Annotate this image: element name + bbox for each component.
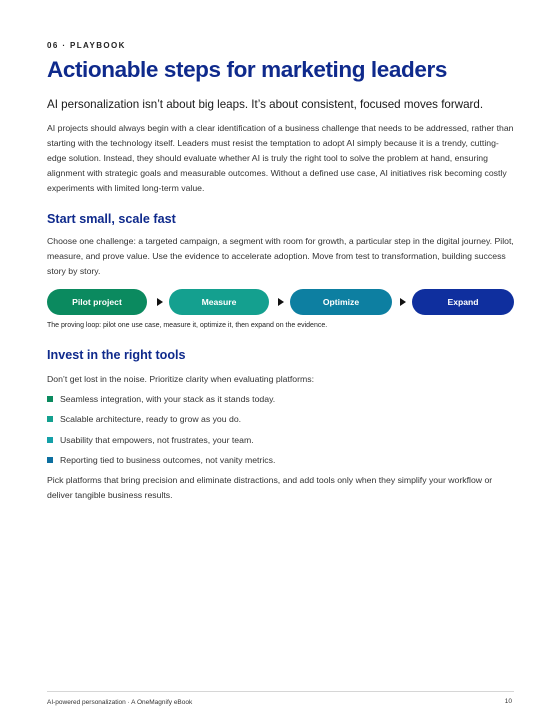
bullet-text: Scalable architecture, ready to grow as you do. [60,414,242,425]
bullet-text: Seamless integration, with your stack as it stands today. [60,394,276,404]
start-small-paragraph: Choose one challenge: a targeted campaign, a segment with room for growth, a particular step in the digital journey. Pilot, measure, and prove value. Use the evidence to accelerate adoption. Move from test to transformation, building success story by story. [47,236,514,276]
process-flow [47,289,514,315]
section-eyebrow: 06 · PLAYBOOK [47,41,126,50]
arrow-right-icon [278,298,284,306]
heading-invest-tools: Invest in the right tools [47,348,186,362]
bullet-text: Usability that empowers, not frustrates, your team. [60,434,254,445]
bullet-square-icon [47,416,53,422]
flow-caption: The proving loop: pilot one use case, measure it, optimize it, then expand on the evidence. [47,322,328,329]
step-pilot-project: Pilot project [47,289,147,315]
bullet-square-icon [47,437,53,443]
list-item [47,413,514,433]
list-item [47,393,514,413]
intro-paragraph: AI projects should always begin with a clear identification of a business challenge that needs to be addressed, rather than starting with the technology itself. Leaders must resist the temptation to adopt AI simply because it is a trendy, cutting-edge solution. Instead, they should evaluate whether AI is truly the right tool to solve the problem at hand, ensuring alignment with strategic goals and measurable outcomes. Without a defined use case, AI initiatives risk becoming costly experiments with limited long-term value. [47,123,514,193]
footer-title: AI-powered personalization · A OneMagnify eBook [47,699,193,706]
footer-divider [47,691,514,692]
heading-start-small: Start small, scale fast [47,212,176,226]
bullet-square-icon [47,396,53,402]
bullet-square-icon [47,457,53,463]
list-item [47,454,514,474]
step-measure: Measure [169,289,269,315]
arrow-right-icon [157,298,163,306]
bullet-text: Reporting tied to business outcomes, not vanity metrics. [60,454,276,465]
page-title: Actionable steps for marketing leaders [47,57,447,82]
tools-closing-paragraph: Pick platforms that bring precision and eliminate distractions, and add tools only when they simplify your workflow or deliver tangible business results. [47,475,493,500]
step-expand: Expand [412,289,514,315]
tools-intro: Don’t get lost in the noise. Prioritize clarity when evaluating platforms: [47,374,315,384]
list-item [47,434,514,454]
lede: AI personalization isn’t about big leaps. It’s about consistent, focused moves forward. [47,98,484,111]
page-number: 10 [504,698,512,705]
arrow-right-icon [400,298,406,306]
tools-bullet-list [47,393,514,474]
step-optimize: Optimize [290,289,392,315]
